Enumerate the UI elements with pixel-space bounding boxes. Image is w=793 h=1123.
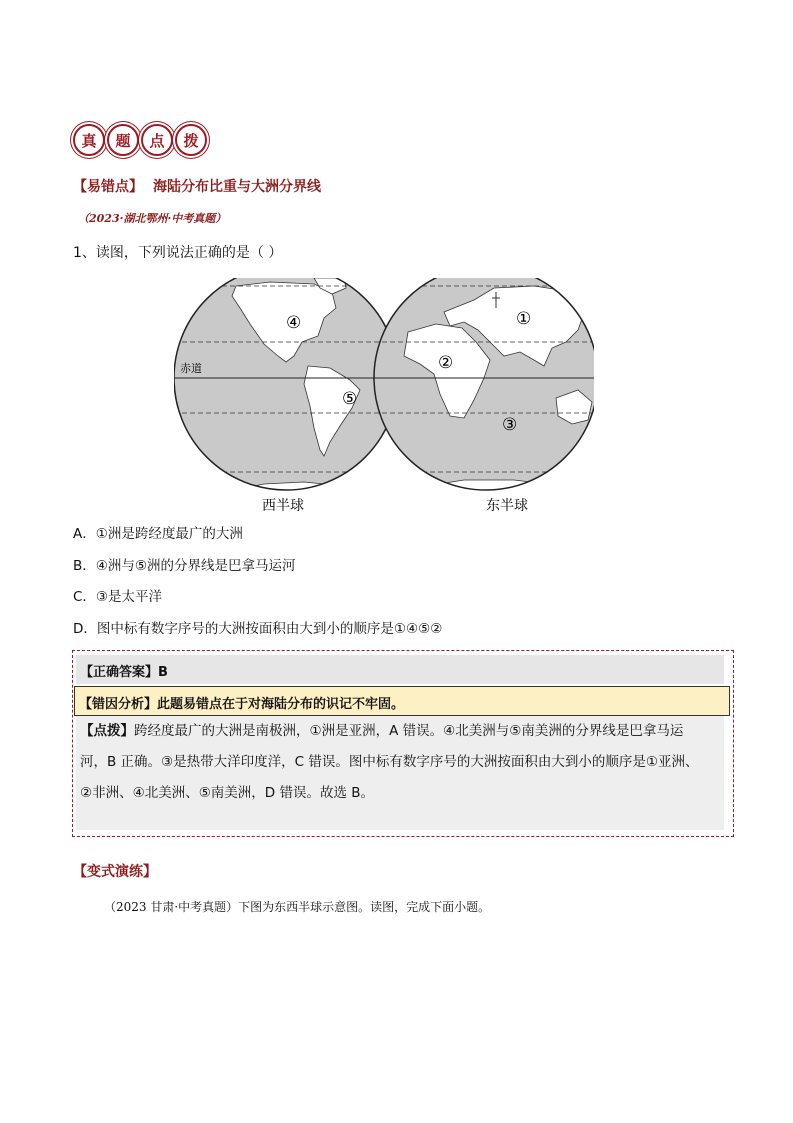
- badge-char-2: 题: [107, 124, 139, 156]
- eastern-hemisphere: [374, 278, 594, 494]
- section-header-badges: [73, 124, 207, 156]
- hint-row: [76, 716, 724, 808]
- option-a[interactable]: A．①洲是跨经度最广的大洲: [73, 526, 243, 542]
- error-analysis-label: 【错因分析】: [79, 697, 158, 712]
- equator-label: 赤道: [180, 362, 202, 375]
- hint-line-2: 河，B 正确。③是热带大洋印度洋，C 错误。图中标有数字序号的大洲按面积由大到小的顺序是①亚洲、: [80, 754, 699, 770]
- topic-title: 海陆分布比重与大洲分界线: [153, 179, 321, 195]
- question-stem: 1、读图，下列说法正确的是（ ）: [73, 245, 283, 261]
- western-hemisphere: [174, 278, 398, 494]
- variant-practice-intro: （2023 甘肃·中考真题）下图为东西半球示意图。读图，完成下面小题。: [104, 900, 491, 914]
- hint-row-padding: [76, 808, 724, 830]
- topic-tag: 【易错点】: [73, 179, 143, 195]
- correct-answer-value: B: [158, 665, 168, 680]
- antarctica-east-shape: [414, 480, 574, 494]
- badge-char-1: 真: [73, 124, 105, 156]
- option-b[interactable]: B．④洲与⑤洲的分界线是巴拿马运河: [73, 558, 296, 574]
- marker-3: ③: [502, 415, 518, 435]
- error-analysis-row: [74, 686, 730, 716]
- hemisphere-map: [174, 278, 594, 518]
- badge-char-3: 点: [141, 124, 173, 156]
- option-c[interactable]: C．③是太平洋: [73, 589, 163, 605]
- badge-char-4: 拨: [175, 124, 207, 156]
- hint-label: 【点拨】: [80, 723, 134, 739]
- marker-1: ①: [516, 309, 532, 329]
- marker-4: ④: [286, 313, 302, 333]
- marker-2: ②: [438, 353, 454, 373]
- marker-5: ⑤: [342, 389, 358, 409]
- hint-line-3: ②非洲、④北美洲、⑤南美洲，D 错误。故选 B。: [80, 785, 375, 801]
- variant-practice-title: 【变式演练】: [73, 864, 157, 880]
- hint-line-1: 跨经度最广的大洲是南极洲，①洲是亚洲，A 错误。④北美洲与⑤南美洲的分界线是巴拿马运: [134, 723, 684, 739]
- western-hemisphere-label: 西半球: [262, 498, 304, 514]
- error-analysis-text: 此题易错点在于对海陆分布的识记不牢固。: [157, 697, 405, 712]
- correct-answer-label: 【正确答案】: [80, 665, 159, 680]
- topic-heading: [73, 176, 321, 196]
- correct-answer-row: [76, 655, 724, 684]
- eastern-hemisphere-label: 东半球: [486, 498, 528, 514]
- question-source: （2023·湖北鄂州·中考真题）: [78, 212, 227, 225]
- option-d[interactable]: D．图中标有数字序号的大洲按面积由大到小的顺序是①④⑤②: [73, 621, 443, 637]
